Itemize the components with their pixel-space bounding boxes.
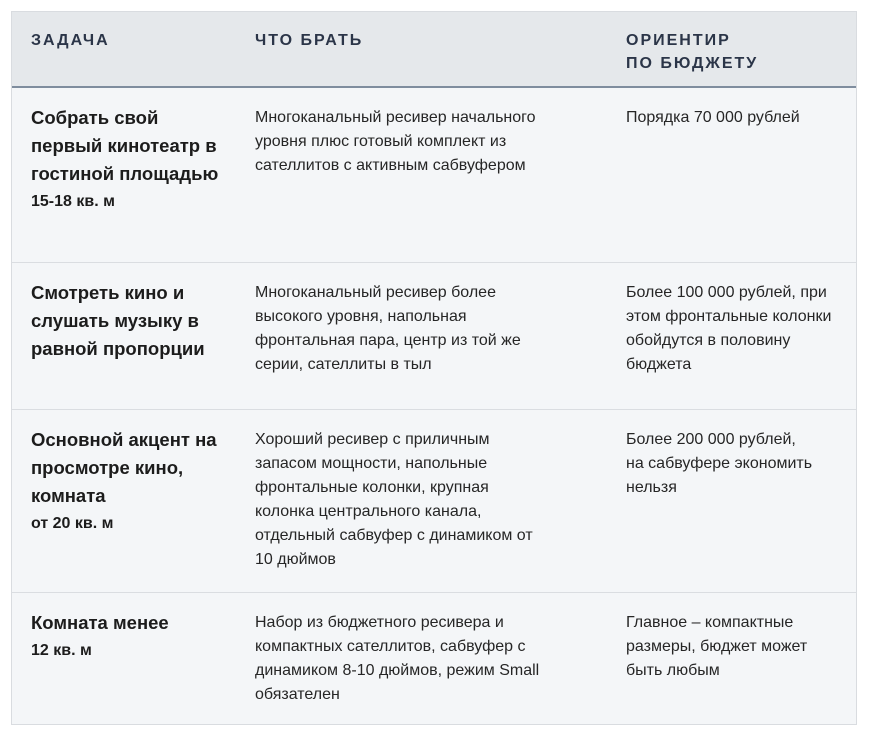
row-budget: Более 100 000 рублей, при этом фронтальные колонки обойдутся в половину бюджета — [626, 284, 832, 373]
header-what: ЧТО БРАТЬ — [255, 32, 364, 49]
row-task — [12, 263, 234, 409]
row-budget: Порядка 70 000 рублей — [626, 109, 800, 126]
row-task — [12, 593, 234, 724]
row-what: Набор из бюджетного ресивера и компактных сателлитов, сабвуфер с динамиком 8-10 дюймов, режим Small обязателен — [255, 614, 540, 703]
table-row — [12, 88, 856, 263]
table-row — [12, 593, 856, 724]
row-task — [12, 410, 234, 592]
task-sub: 12 кв. м — [31, 642, 92, 659]
row-what: Хороший ресивер с приличным запасом мощности, напольные фронтальные колонки, крупная колонка центрального канала, отдельный сабвуфер с динамиком от 10 дюймов — [255, 431, 533, 568]
task-sub: 15-18 кв. м — [31, 193, 115, 210]
header-task: ЗАДАЧА — [31, 32, 110, 49]
table-header — [12, 12, 856, 88]
task-text: Основной акцент на просмотре кино, комната — [31, 429, 217, 506]
row-task — [12, 88, 234, 262]
task-text: Комната менее — [31, 612, 169, 633]
task-text: Смотреть кино и слушать музыку в равной пропорции — [31, 282, 205, 359]
table-row — [12, 263, 856, 410]
row-budget: Главное – компактные размеры, бюджет может быть любым — [626, 614, 808, 679]
task-sub: от 20 кв. м — [31, 515, 114, 532]
task-text: Собрать свой первый кинотеатр в гостиной площадью — [31, 107, 219, 184]
budget-table — [11, 11, 857, 725]
row-budget: Более 200 000 рублей, на сабвуфере экономить нельзя — [626, 431, 813, 496]
row-what: Многоканальный ресивер более высокого уровня, напольная фронтальная пара, центр из той же серии, сателлиты в тыл — [255, 284, 521, 373]
row-what: Многоканальный ресивер начального уровня плюс готовый комплект из сателлитов с активным сабвуфером — [255, 109, 536, 174]
header-budget: ОРИЕНТИР ПО БЮДЖЕТУ — [626, 32, 759, 72]
table-row — [12, 410, 856, 593]
